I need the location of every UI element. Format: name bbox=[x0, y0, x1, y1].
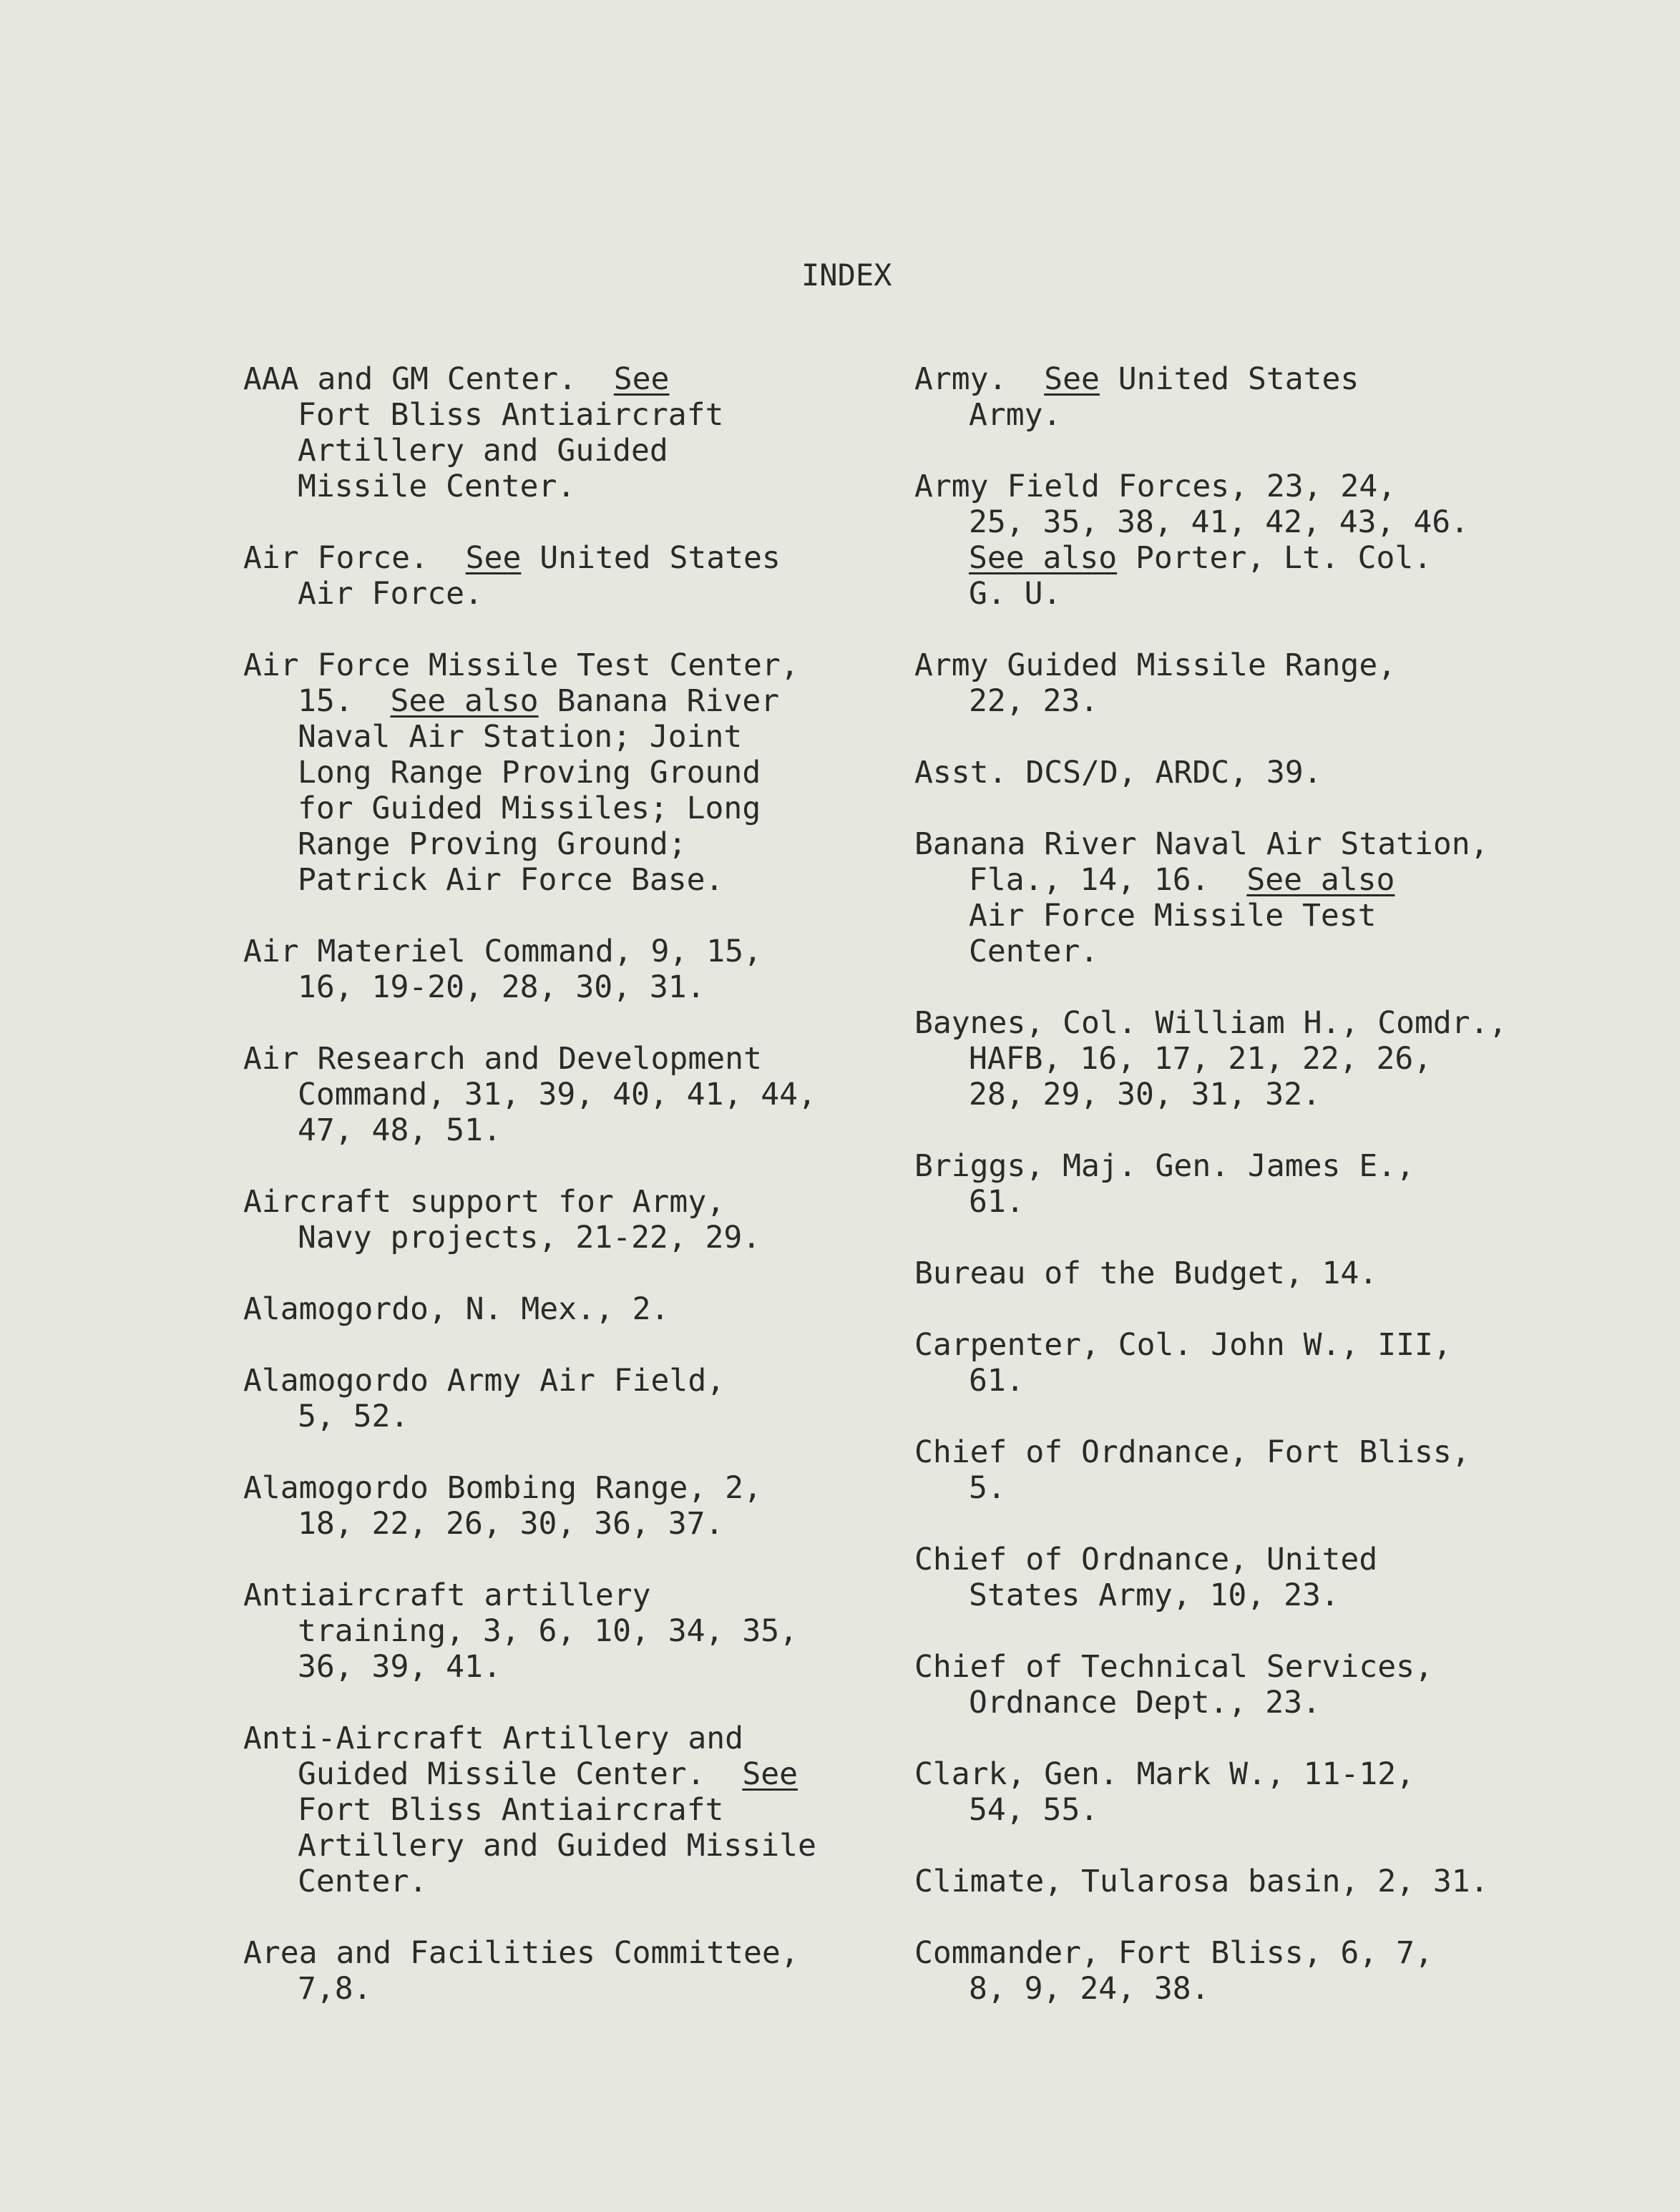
index-entry-heading: Alamogordo Army Air Field, bbox=[243, 1363, 726, 1399]
index-entry bbox=[914, 1542, 1530, 1613]
index-entry-heading: Briggs, Maj. Gen. James E., bbox=[914, 1148, 1415, 1184]
index-entry-continuation: Center. bbox=[298, 1864, 428, 1899]
index-entry-continuation: Naval Air Station; Joint bbox=[298, 719, 743, 755]
index-entry-continuation: 5, 52. bbox=[298, 1399, 409, 1434]
index-entry-continuation: Command, 31, 39, 40, 41, 44, bbox=[298, 1077, 816, 1112]
index-entry-heading: Area and Facilities Committee, bbox=[243, 1935, 799, 1971]
index-entry-continuation: 61. bbox=[969, 1363, 1025, 1399]
index-entry-continuation: Fort Bliss Antiaircraft bbox=[298, 1792, 724, 1828]
index-entry bbox=[243, 934, 859, 1005]
index-entry-continuation: Fla., 14, 16. See also bbox=[969, 862, 1395, 898]
index-entry-heading: Anti-Aircraft Artillery and bbox=[243, 1721, 743, 1756]
index-entry-continuation: 15. See also Banana River bbox=[298, 683, 780, 719]
index-entry-heading: Commander, Fort Bliss, 6, 7, bbox=[914, 1935, 1433, 1971]
index-entry-heading: Air Research and Development bbox=[243, 1041, 762, 1077]
index-entry bbox=[243, 361, 859, 504]
index-entry-heading: Antiaircraft artillery bbox=[243, 1577, 651, 1613]
index-entry-continuation: Missile Center. bbox=[298, 469, 576, 504]
index-entry bbox=[914, 826, 1530, 969]
index-entry-heading: Baynes, Col. William H., Comdr., bbox=[914, 1005, 1508, 1041]
index-entry-continuation: See also Porter, Lt. Col. bbox=[969, 540, 1432, 576]
index-entry bbox=[914, 1756, 1530, 1828]
index-entry bbox=[914, 1434, 1530, 1506]
index-entry-continuation: for Guided Missiles; Long bbox=[298, 791, 761, 826]
index-entry-heading: Clark, Gen. Mark W., 11-12, bbox=[914, 1756, 1415, 1792]
index-entry-continuation: Ordnance Dept., 23. bbox=[969, 1685, 1321, 1721]
page-title: INDEX bbox=[801, 258, 892, 293]
index-column-right bbox=[914, 361, 1530, 2042]
index-entry-heading: Army Field Forces, 23, 24, bbox=[914, 469, 1397, 504]
index-entry-continuation: Long Range Proving Ground bbox=[298, 755, 761, 791]
index-column-left bbox=[243, 361, 859, 2042]
index-entry-heading: Bureau of the Budget, 14. bbox=[914, 1256, 1378, 1291]
index-entry-continuation: 18, 22, 26, 30, 36, 37. bbox=[298, 1506, 724, 1542]
index-entry bbox=[914, 1148, 1530, 1220]
index-entry-heading: Asst. DCS/D, ARDC, 39. bbox=[914, 755, 1322, 791]
index-entry-heading: Climate, Tularosa basin, 2, 31. bbox=[914, 1864, 1489, 1899]
index-entry-continuation: Range Proving Ground; bbox=[298, 826, 687, 862]
index-entry-continuation: Army. bbox=[969, 397, 1062, 433]
index-entry bbox=[243, 1184, 859, 1256]
index-entry-continuation: 5. bbox=[969, 1470, 1006, 1506]
index-entry bbox=[914, 647, 1530, 719]
index-entry bbox=[914, 1864, 1530, 1899]
index-entry-continuation: Artillery and Guided bbox=[298, 433, 668, 469]
index-entry bbox=[243, 1291, 859, 1327]
index-entry-heading: Aircraft support for Army, bbox=[243, 1184, 726, 1220]
index-entry-heading: Army Guided Missile Range, bbox=[914, 647, 1397, 683]
index-entry bbox=[914, 1005, 1530, 1112]
index-entry-heading: Chief of Technical Services, bbox=[914, 1649, 1433, 1685]
index-entry bbox=[243, 1363, 859, 1434]
index-entry bbox=[243, 1935, 859, 2007]
index-entry-heading: Banana River Naval Air Station, bbox=[914, 826, 1489, 862]
index-entry-continuation: Patrick Air Force Base. bbox=[298, 862, 724, 898]
index-entry-continuation: 8, 9, 24, 38. bbox=[969, 1971, 1210, 2007]
index-entry-continuation: Center. bbox=[969, 934, 1099, 969]
index-entry-continuation: 25, 35, 38, 41, 42, 43, 46. bbox=[969, 504, 1469, 540]
index-entry bbox=[914, 1327, 1530, 1399]
index-entry bbox=[243, 647, 859, 898]
index-entry-heading: AAA and GM Center. See bbox=[243, 361, 670, 397]
index-entry bbox=[243, 540, 859, 612]
index-entry-continuation: Fort Bliss Antiaircraft bbox=[298, 397, 724, 433]
index-entry-heading: Army. See United States bbox=[914, 361, 1359, 397]
index-entry bbox=[914, 1649, 1530, 1721]
index-entry-continuation: 16, 19-20, 28, 30, 31. bbox=[298, 969, 705, 1005]
index-entry-continuation: States Army, 10, 23. bbox=[969, 1577, 1339, 1613]
index-entry-continuation: 28, 29, 30, 31, 32. bbox=[969, 1077, 1321, 1112]
index-entry-heading: Alamogordo, N. Mex., 2. bbox=[243, 1291, 670, 1327]
index-entry bbox=[914, 1256, 1530, 1291]
index-entry bbox=[243, 1577, 859, 1685]
index-entry bbox=[914, 1935, 1530, 2007]
index-entry-continuation: Air Force Missile Test bbox=[969, 898, 1377, 934]
index-entry-continuation: Air Force. bbox=[298, 576, 483, 612]
index-entry-heading: Carpenter, Col. John W., III, bbox=[914, 1327, 1452, 1363]
index-entry-heading: Air Materiel Command, 9, 15, bbox=[243, 934, 762, 969]
index-entry bbox=[243, 1721, 859, 1899]
index-entry-heading: Air Force. See United States bbox=[243, 540, 781, 576]
index-entry bbox=[914, 361, 1530, 433]
index-entry-heading: Chief of Ordnance, United bbox=[914, 1542, 1378, 1577]
index-entry-continuation: Guided Missile Center. See bbox=[298, 1756, 798, 1792]
index-entry-heading: Air Force Missile Test Center, bbox=[243, 647, 799, 683]
index-entry-continuation: 22, 23. bbox=[969, 683, 1099, 719]
index-entry-continuation: 61. bbox=[969, 1184, 1025, 1220]
index-entry-continuation: 54, 55. bbox=[969, 1792, 1099, 1828]
index-entry-continuation: training, 3, 6, 10, 34, 35, bbox=[298, 1613, 798, 1649]
index-entry-continuation: 7,8. bbox=[298, 1971, 372, 2007]
index-entry-continuation: G. U. bbox=[969, 576, 1062, 612]
index-entry-continuation: HAFB, 16, 17, 21, 22, 26, bbox=[969, 1041, 1432, 1077]
index-entry-heading: Chief of Ordnance, Fort Bliss, bbox=[914, 1434, 1470, 1470]
index-entry bbox=[914, 469, 1530, 612]
index-entry-continuation: Artillery and Guided Missile bbox=[298, 1828, 816, 1864]
index-entry-continuation: Navy projects, 21-22, 29. bbox=[298, 1220, 761, 1256]
index-entry bbox=[914, 755, 1530, 791]
index-entry-heading: Alamogordo Bombing Range, 2, bbox=[243, 1470, 762, 1506]
index-entry-continuation: 36, 39, 41. bbox=[298, 1649, 502, 1685]
index-entry bbox=[243, 1470, 859, 1542]
index-entry bbox=[243, 1041, 859, 1148]
index-entry-continuation: 47, 48, 51. bbox=[298, 1112, 502, 1148]
